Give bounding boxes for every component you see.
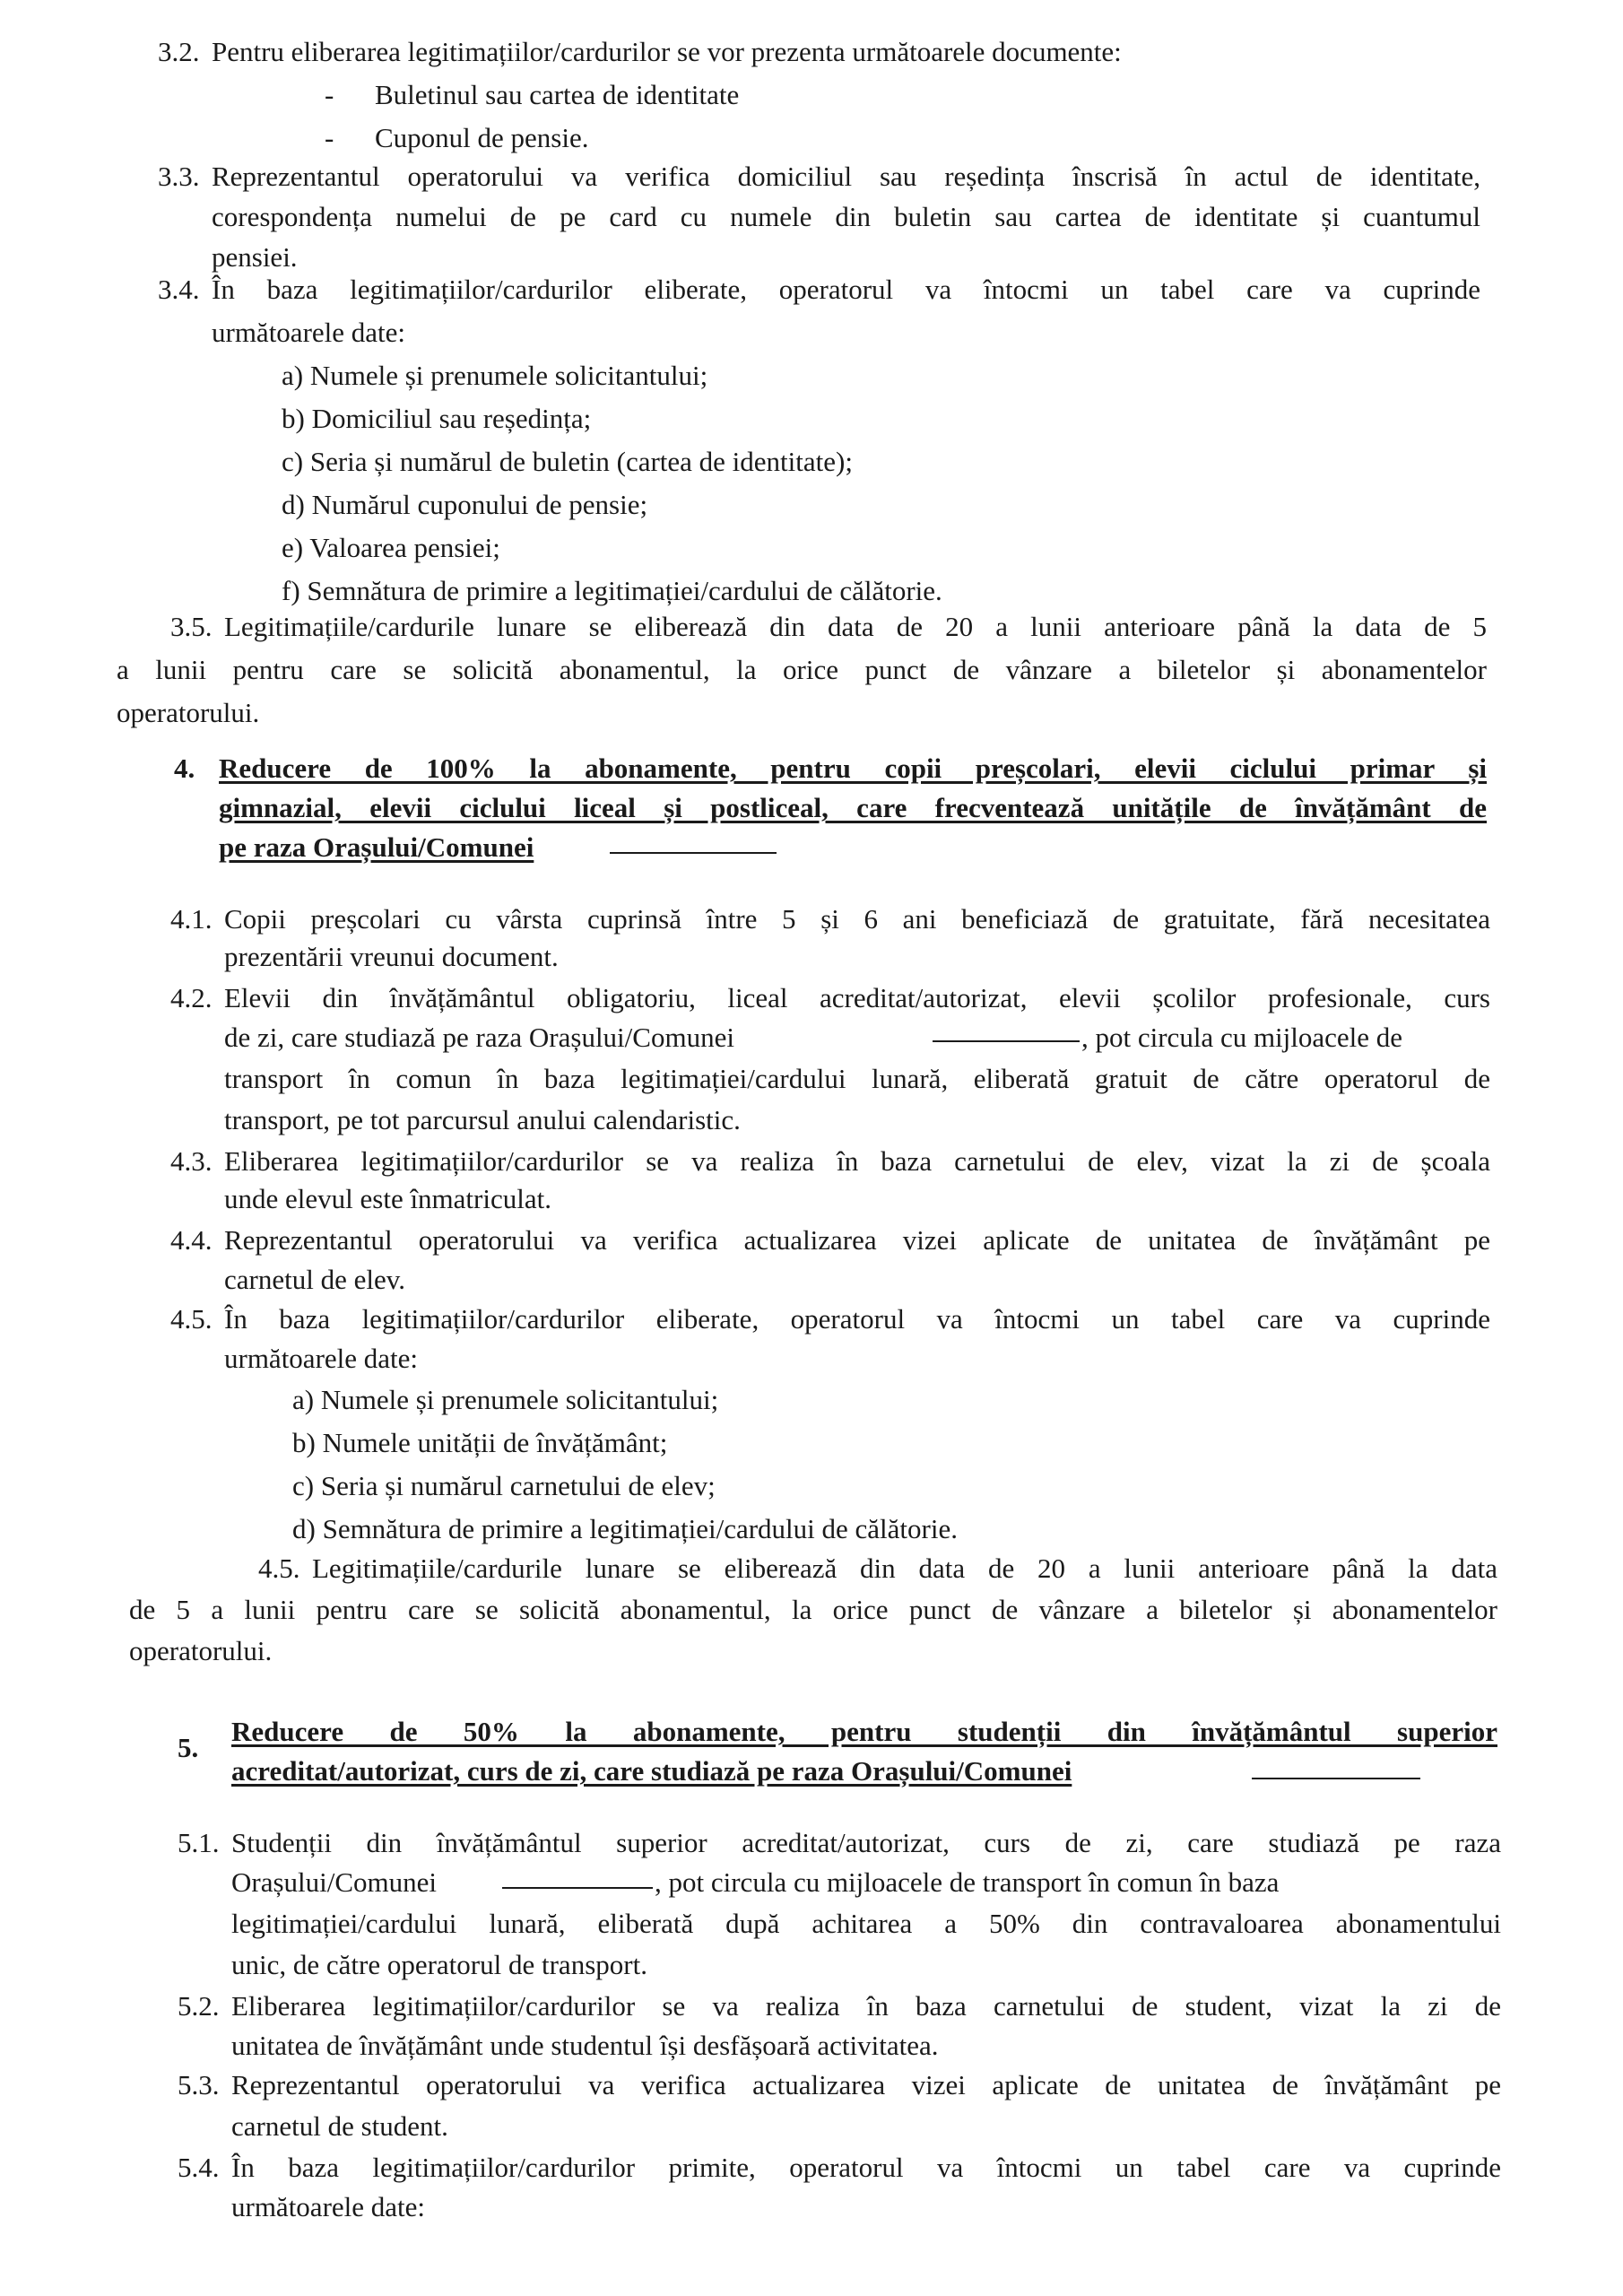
- item-number: 4.2.: [170, 982, 213, 1013]
- list-item: c) Seria și numărul de buletin (cartea de identitate);: [282, 446, 853, 477]
- paragraph-line: , pot circula cu mijloacele de transport în comun în baza: [655, 1866, 1280, 1898]
- item-number: 4.4.: [170, 1224, 213, 1256]
- paragraph-line: Legitimațiile/cardurile lunare se eliberează din data de 20 a lunii anterioare până la data: [312, 1552, 1497, 1584]
- paragraph-line: următoarele date:: [212, 317, 406, 348]
- list-dash: -: [325, 122, 334, 153]
- list-item: b) Numele unității de învățământ;: [292, 1427, 668, 1458]
- paragraph-line: legitimației/cardului lunară, eliberată după achitarea a 50% din contravaloarea abonamentului: [231, 1908, 1501, 1939]
- section-heading: Reducere de 100% la abonamente, pentru copii preșcolari, elevii ciclului primar și: [219, 752, 1487, 784]
- paragraph-line: Studenții din învățământul superior acreditat/autorizat, curs de zi, care studiază pe raza: [231, 1827, 1501, 1858]
- section-heading: acreditat/autorizat, curs de zi, care studiază pe raza Orașului/Comunei: [231, 1755, 1072, 1787]
- item-number: 4.5.: [258, 1552, 300, 1584]
- section-number: 5.: [178, 1732, 199, 1763]
- section-heading: pe raza Orașului/Comunei: [219, 831, 534, 863]
- paragraph-line: operatorului.: [117, 697, 260, 728]
- paragraph-line: transport, pe tot parcursul anului calendaristic.: [224, 1104, 741, 1135]
- paragraph-line: a lunii pentru care se solicită abonamentul, la orice punct de vânzare a biletelor și abonamentelor: [117, 654, 1487, 685]
- paragraph-line: Orașului/Comunei: [231, 1866, 438, 1898]
- paragraph-line: următoarele date:: [231, 2191, 426, 2222]
- item-number: 5.1.: [178, 1827, 220, 1858]
- list-item: a) Numele și prenumele solicitantului;: [282, 360, 708, 391]
- paragraph-line: , pot circula cu mijloacele de: [1081, 1022, 1403, 1053]
- paragraph-line: următoarele date:: [224, 1343, 419, 1374]
- item-number: 5.3.: [178, 2069, 220, 2100]
- paragraph-line: Legitimațiile/cardurile lunare se eliberează din data de 20 a lunii anterioare până la data de 5: [224, 611, 1487, 642]
- section-heading: Reducere de 50% la abonamente, pentru studenții din învățământul superior: [231, 1716, 1497, 1747]
- paragraph-line: Reprezentantul operatorului va verifica actualizarea vizei aplicate de unitatea de învățământ pe: [224, 1224, 1490, 1256]
- paragraph-line: unic, de către operatorul de transport.: [231, 1949, 647, 1980]
- underline-blank: [502, 1864, 653, 1889]
- paragraph-line: unitatea de învățământ unde studentul își desfășoară activitatea.: [231, 2030, 939, 2061]
- list-item: c) Seria și numărul carnetului de elev;: [292, 1470, 716, 1501]
- section-number: 4.: [174, 752, 195, 784]
- underline-blank: [610, 829, 777, 854]
- list-item: f) Semnătura de primire a legitimației/cardului de călătorie.: [282, 575, 942, 606]
- list-item: d) Semnătura de primire a legitimației/cardului de călătorie.: [292, 1513, 958, 1544]
- paragraph-line: unde elevul este înmatriculat.: [224, 1183, 551, 1214]
- underline-blank: [933, 1017, 1080, 1042]
- paragraph-line: operatorului.: [129, 1635, 273, 1666]
- paragraph-line: Eliberarea legitimațiilor/cardurilor se va realiza în baza carnetului de elev, vizat la zi de școala: [224, 1145, 1490, 1177]
- paragraph-line: corespondența numelui de pe card cu numele din buletin sau cartea de identitate și cuantumul: [212, 201, 1480, 232]
- list-item: b) Domiciliul sau reședința;: [282, 403, 592, 434]
- list-item: Cuponul de pensie.: [375, 122, 589, 153]
- paragraph-line: Reprezentantul operatorului va verifica domiciliul sau reședința înscrisă în actul de identitate,: [212, 161, 1480, 192]
- paragraph-line: carnetul de student.: [231, 2110, 448, 2142]
- paragraph-line: În baza legitimațiilor/cardurilor eliberate, operatorul va întocmi un tabel care va cuprinde: [212, 274, 1480, 305]
- list-item: a) Numele și prenumele solicitantului;: [292, 1384, 719, 1415]
- item-number: 4.1.: [170, 903, 213, 935]
- item-number: 5.4.: [178, 2152, 220, 2183]
- paragraph-line: Eliberarea legitimațiilor/cardurilor se va realiza în baza carnetului de student, vizat la zi de: [231, 1990, 1501, 2022]
- item-number: 3.5.: [170, 611, 213, 642]
- section-heading: gimnazial, elevii ciclului liceal și postliceal, care frecventează unitățile de învățământ de: [219, 792, 1487, 823]
- paragraph-line: de zi, care studiază pe raza Orașului/Comunei: [224, 1022, 734, 1053]
- list-dash: -: [325, 79, 334, 110]
- item-number: 3.4.: [158, 274, 200, 305]
- item-number: 3.2.: [158, 36, 200, 67]
- paragraph-line: de 5 a lunii pentru care se solicită abonamentul, la orice punct de vânzare a biletelor și abonamentelor: [129, 1594, 1497, 1625]
- item-number: 3.3.: [158, 161, 200, 192]
- item-number: 4.3.: [170, 1145, 213, 1177]
- item-number: 5.2.: [178, 1990, 220, 2022]
- paragraph-line: Reprezentantul operatorului va verifica actualizarea vizei aplicate de unitatea de învățământ pe: [231, 2069, 1501, 2100]
- list-item: d) Numărul cuponului de pensie;: [282, 489, 648, 520]
- list-item: Buletinul sau cartea de identitate: [375, 79, 740, 110]
- item-number: 4.5.: [170, 1303, 213, 1335]
- paragraph-line: transport în comun în baza legitimației/cardului lunară, eliberată gratuit de către operatorul de: [224, 1063, 1490, 1094]
- underline-blank: [1252, 1754, 1420, 1779]
- paragraph-line: Copii preșcolari cu vârsta cuprinsă între 5 și 6 ani beneficiază de gratuitate, fără necesitatea: [224, 903, 1490, 935]
- list-item: e) Valoarea pensiei;: [282, 532, 500, 563]
- paragraph-line: Elevii din învățământul obligatoriu, liceal acreditat/autorizat, elevii școlilor profesionale, curs: [224, 982, 1490, 1013]
- paragraph-line: În baza legitimațiilor/cardurilor eliberate, operatorul va întocmi un tabel care va cuprinde: [224, 1303, 1490, 1335]
- paragraph-line: Pentru eliberarea legitimațiilor/cardurilor se vor prezenta următoarele documente:: [212, 36, 1122, 67]
- paragraph-line: carnetul de elev.: [224, 1264, 405, 1295]
- paragraph-line: prezentării vreunui document.: [224, 941, 559, 972]
- paragraph-line: În baza legitimațiilor/cardurilor primite, operatorul va întocmi un tabel care va cuprinde: [231, 2152, 1501, 2183]
- paragraph-line: pensiei.: [212, 241, 298, 273]
